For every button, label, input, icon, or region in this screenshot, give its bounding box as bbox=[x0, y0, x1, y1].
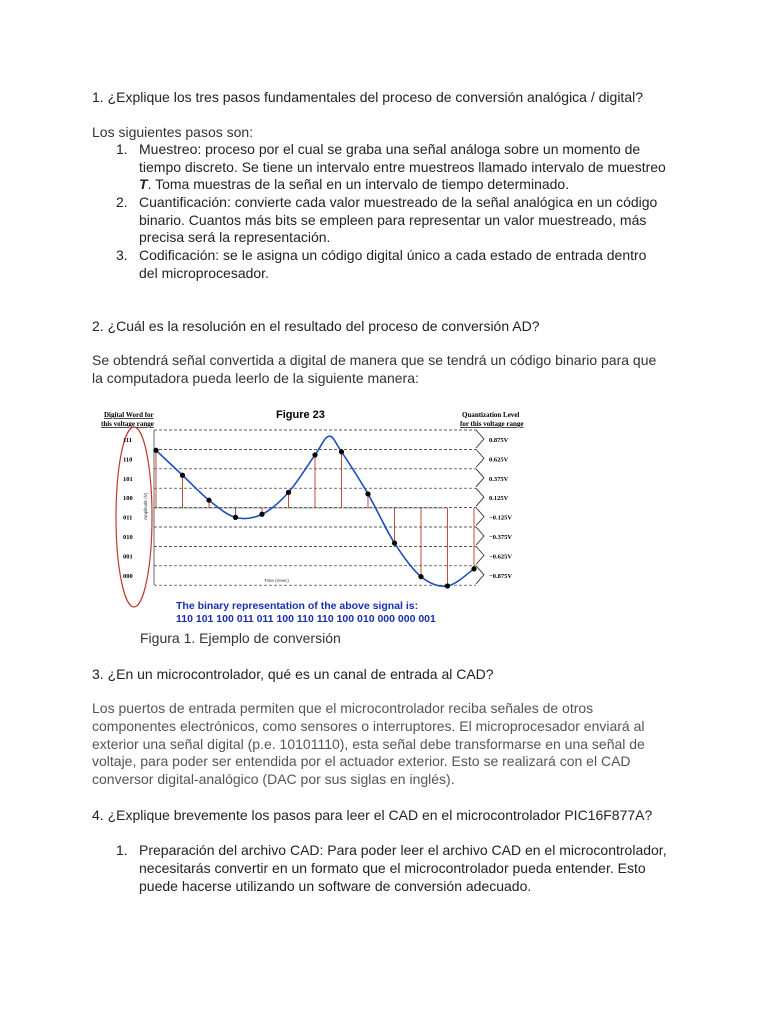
binary-value: 110 101 100 011 011 100 110 110 100 010 000 000 001 bbox=[176, 613, 436, 625]
left-header-1: Digital Word for bbox=[104, 411, 154, 419]
right-header-1: Quantization Level bbox=[462, 411, 520, 419]
list-text: puede hacerse utilizando un software de conversión adecuado. bbox=[139, 878, 532, 894]
q3-answer-line-3: exterior una señal digital (p.e. 10101110), esta señal debe transformarse en una señal de bbox=[92, 736, 645, 752]
list-number: 3. bbox=[116, 247, 128, 263]
list-number: 1. bbox=[116, 842, 128, 858]
digital-code: 100 bbox=[123, 495, 133, 503]
digital-code: 001 bbox=[123, 553, 133, 561]
q3-answer-line-4: voltaje, para poder ser entendida por el actuador exterior. Esto se realizará con el CAD bbox=[92, 753, 631, 769]
question-2: 2. ¿Cuál es la resolución en el resultado del proceso de conversión AD? bbox=[92, 318, 540, 334]
adc-figure bbox=[96, 402, 532, 626]
sample-dot bbox=[233, 515, 238, 520]
list-text: precisa será la representación. bbox=[139, 229, 331, 245]
list-text: necesitarás convertir en un formato que el microcontrolador pueda entender. Esto bbox=[139, 860, 646, 876]
sample-dot bbox=[471, 566, 476, 571]
question-1: 1. ¿Explique los tres pasos fundamentales del proceso de conversión analógica / digital? bbox=[92, 89, 643, 105]
list-number: 2. bbox=[116, 194, 128, 210]
level-label: 0.625V bbox=[489, 456, 509, 464]
sample-dot bbox=[312, 452, 317, 457]
sample-dot bbox=[206, 498, 211, 503]
level-label: −0.875V bbox=[489, 572, 513, 580]
list-text: Muestreo: proceso por el cual se graba una señal análoga sobre un momento de bbox=[139, 141, 641, 157]
figure-title: Figure 23 bbox=[276, 409, 325, 421]
level-label: 0.375V bbox=[489, 475, 509, 483]
level-label: 0.125V bbox=[489, 495, 509, 503]
question-4: 4. ¿Explique brevemente los pasos para leer el CAD en el microcontrolador PIC16F877A? bbox=[92, 807, 653, 823]
left-header-2: this voltage range bbox=[101, 420, 154, 428]
level-label: −0.625V bbox=[489, 553, 513, 561]
y-axis-label: Amplitude (V) bbox=[143, 492, 148, 520]
list-text: Preparación del archivo CAD: Para poder leer el archivo CAD en el microcontrolador, bbox=[139, 842, 667, 858]
list-text: Cuantificación: convierte cada valor muestreado de la señal analógica en un código bbox=[139, 194, 658, 210]
list-text: binario. Cuantos más bits se empleen para representar un valor muestreado, más bbox=[139, 212, 647, 228]
sample-dot bbox=[365, 491, 370, 496]
q3-answer-line-5: conversor digital-analógico (DAC por sus siglas en inglés). bbox=[92, 771, 455, 787]
level-label: −0.375V bbox=[489, 534, 513, 541]
q3-answer-line-1: Los puertos de entrada permiten que el microcontrolador reciba señales de otros bbox=[92, 700, 594, 716]
right-header-2: for this voltage range bbox=[460, 420, 524, 428]
digital-code: 111 bbox=[123, 437, 133, 444]
level-label: 0.875V bbox=[489, 437, 509, 444]
list-text: Codificación: se le asigna un código digital único a cada estado de entrada dentro bbox=[139, 247, 647, 263]
level-label: −0.125V bbox=[489, 514, 513, 522]
q2-answer-line-2: la computadora pueda leerlo de la siguiente manera: bbox=[92, 370, 419, 386]
sample-dot bbox=[286, 490, 291, 495]
digital-code: 000 bbox=[123, 572, 133, 580]
sample-dot bbox=[153, 448, 158, 453]
q1-intro: Los siguientes pasos son: bbox=[92, 124, 254, 140]
sample-dot bbox=[339, 449, 344, 454]
sample-dot bbox=[445, 583, 450, 588]
sample-dot bbox=[180, 473, 185, 478]
bold-T: T bbox=[139, 176, 148, 192]
sample-dot bbox=[259, 512, 264, 517]
binary-title: The binary representation of the above signal is: bbox=[176, 600, 419, 612]
list-text: tiempo discreto. Se tiene un intervalo entre muestreos llamado intervalo de muestreo bbox=[139, 159, 666, 175]
sample-dot bbox=[392, 541, 397, 546]
digital-code: 101 bbox=[123, 475, 133, 483]
q3-answer-line-2: componentes electrónicos, como sensores o interruptores. El microprocesador enviará al bbox=[92, 718, 645, 734]
list-text: . Toma muestras de la señal en un intervalo de tiempo determinado. bbox=[147, 176, 570, 192]
adc-figure-svg bbox=[96, 402, 532, 626]
q2-answer-line-1: Se obtendrá señal convertida a digital de manera que se tendrá un código binario para que bbox=[92, 352, 657, 368]
figure-caption: Figura 1. Ejemplo de conversión bbox=[140, 630, 341, 646]
list-text: del microprocesador. bbox=[139, 265, 269, 281]
list-number: 1. bbox=[116, 141, 128, 157]
x-axis-label: Time (msec) bbox=[264, 578, 289, 583]
digital-code: 110 bbox=[123, 456, 133, 464]
digital-code: 011 bbox=[123, 514, 133, 522]
digital-code: 010 bbox=[123, 534, 133, 541]
question-3: 3. ¿En un microcontrolador, qué es un canal de entrada al CAD? bbox=[92, 666, 494, 682]
sample-dot bbox=[418, 574, 423, 579]
